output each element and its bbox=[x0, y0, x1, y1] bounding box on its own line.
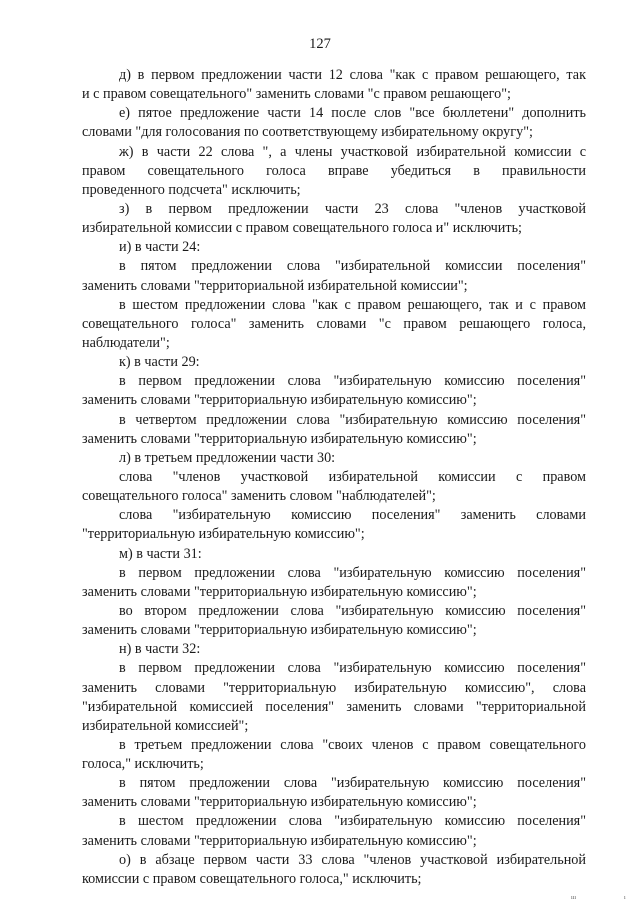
text-line: комиссии с правом совещательного голоса," исключить; bbox=[82, 870, 422, 887]
text-line: м) в части 31: bbox=[119, 545, 202, 562]
text-line: "избирательной комиссией поселения" заменить словами "территориальной bbox=[82, 698, 586, 715]
text-line: заменить словами "территориальную избирательную комиссию"; bbox=[82, 583, 477, 600]
text-line: заменить словами "территориальную избирательную комиссию"; bbox=[82, 392, 477, 409]
text-line: в третьем предложении слова "своих членов с правом совещательного bbox=[119, 736, 586, 753]
text-line: в первом предложении слова "избирательную комиссию поселения" bbox=[119, 660, 586, 677]
page-number: 127 bbox=[309, 36, 331, 52]
text-line: и с правом совещательного" заменить словами "с правом решающего"; bbox=[82, 86, 511, 103]
text-line: наблюдатели"; bbox=[82, 334, 170, 351]
text-line: словами "для голосования по соответствующему избирательному округу"; bbox=[82, 124, 533, 141]
text-line: во втором предложении слова "избирательную комиссию поселения" bbox=[119, 602, 586, 619]
text-line: правом совещательного голоса вправе убедиться в правильности bbox=[82, 162, 586, 179]
text-line: н) в части 32: bbox=[119, 641, 201, 658]
text-line: в первом предложении слова "избирательную комиссию поселения" bbox=[119, 564, 586, 581]
footer-mark-left: ııı bbox=[571, 895, 577, 901]
text-line: д) в первом предложении части 12 слова "как с правом решающего, так bbox=[119, 67, 586, 83]
text-line: заменить словами "территориальной избирательной комиссии"; bbox=[82, 277, 468, 294]
text-line: совещательного голоса" заменить словом "наблюдателей"; bbox=[82, 488, 436, 505]
text-line: в шестом предложении слова "как с правом решающего, так и с правом bbox=[119, 296, 586, 313]
text-line: совещательного голоса" заменить словами "с правом решающего голоса, bbox=[82, 315, 586, 332]
text-line: голоса," исключить; bbox=[82, 756, 204, 773]
text-line: заменить словами "территориальную избирательную комиссию"; bbox=[82, 622, 477, 639]
text-line: заменить словами "территориальную избирательную комиссию", слова bbox=[82, 679, 586, 696]
text-line: к) в части 29: bbox=[119, 354, 200, 371]
text-line: заменить словами "территориальную избирательную комиссию"; bbox=[82, 832, 477, 849]
footer-mark-right: ı bbox=[624, 895, 626, 901]
text-line: в четвертом предложении слова "избирательную комиссию поселения" bbox=[119, 411, 586, 428]
text-line: в пятом предложении слова "избирательную комиссию поселения" bbox=[119, 775, 586, 792]
text-line: заменить словами "территориальную избирательную комиссию"; bbox=[82, 430, 477, 447]
text-line: избирательной комиссией"; bbox=[82, 717, 249, 734]
text-line: ж) в части 22 слова ", а члены участковой избирательной комиссии с bbox=[119, 143, 586, 160]
text-line: "территориальную избирательную комиссию"; bbox=[82, 526, 365, 543]
text-line: л) в третьем предложении части 30: bbox=[119, 449, 336, 466]
text-line: е) пятое предложение части 14 после слов "все бюллетени" дополнить bbox=[119, 105, 586, 122]
text-line: слова "членов участковой избирательной комиссии с правом bbox=[119, 468, 586, 485]
text-line: слова "избирательную комиссию поселения" заменить словами bbox=[119, 507, 586, 524]
text-line: в шестом предложении слова "избирательную комиссию поселения" bbox=[119, 813, 586, 830]
text-line: проведенного подсчета" исключить; bbox=[82, 181, 301, 198]
text-line: в пятом предложении слова "избирательной комиссии поселения" bbox=[119, 258, 586, 275]
document-body bbox=[82, 66, 586, 889]
text-line: заменить словами "территориальную избирательную комиссию"; bbox=[82, 794, 477, 811]
text-line: в первом предложении слова "избирательную комиссию поселения" bbox=[119, 373, 586, 390]
text-line: з) в первом предложении части 23 слова "членов участковой bbox=[119, 200, 586, 217]
text-line: избирательной комиссии с правом совещательного голоса и" исключить; bbox=[82, 220, 522, 237]
text-line: и) в части 24: bbox=[119, 239, 201, 256]
text-line: о) в абзаце первом части 33 слова "членов участковой избирательной bbox=[119, 851, 586, 868]
